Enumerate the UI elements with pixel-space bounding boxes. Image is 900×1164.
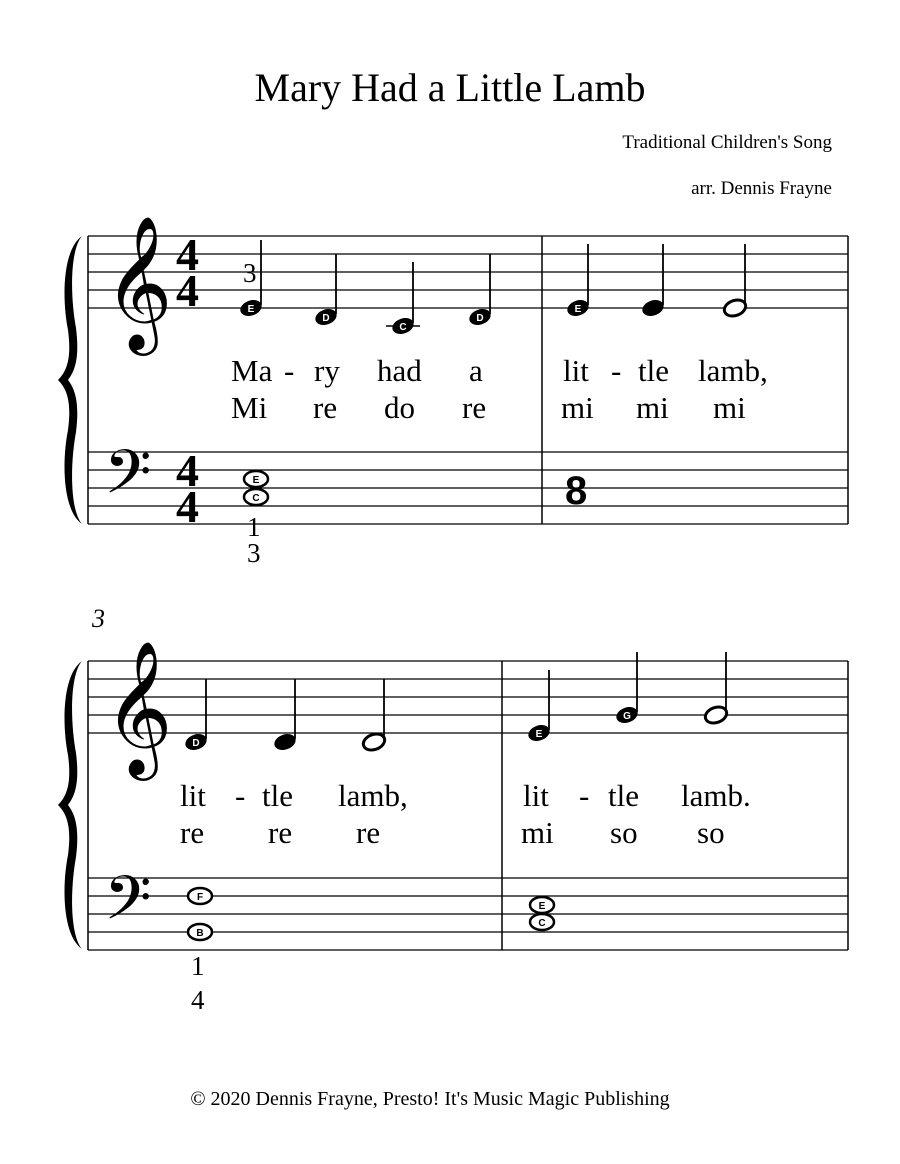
lyric-syllable: tle <box>638 353 669 388</box>
treble-staff-2 <box>88 661 848 733</box>
arranger-credit: arr. Dennis Frayne <box>691 178 832 199</box>
note <box>526 670 552 744</box>
lyrics-line-2 <box>180 815 725 850</box>
note <box>386 262 420 337</box>
note-letter: E <box>252 475 260 486</box>
lyric-syllable: lamb. <box>681 778 751 813</box>
solfege-syllable: mi <box>561 390 594 425</box>
treble-staff-1 <box>88 236 848 308</box>
finger-number: 3 <box>243 258 257 288</box>
time-signature-top: 4 <box>176 229 199 280</box>
song-subtitle: Traditional Children's Song <box>622 132 832 153</box>
bass-staff-1 <box>88 452 848 524</box>
finger-number: 4 <box>191 985 205 1015</box>
note <box>722 244 748 319</box>
note-letter: B <box>196 928 204 939</box>
note-letter: E <box>538 901 546 912</box>
note <box>467 254 493 328</box>
lyrics-line-2 <box>231 390 746 425</box>
note-letter: F <box>196 892 204 903</box>
note-letter: D <box>322 313 330 324</box>
treble-clef-icon: 𝄞 <box>104 640 173 775</box>
lyric-syllable: ry <box>314 353 340 388</box>
system-1 <box>58 215 848 568</box>
note <box>614 652 640 726</box>
copyright-footer: © 2020 Dennis Frayne, Presto! It's Music Magic Publishing <box>190 1088 670 1110</box>
solfege-syllable: re <box>462 390 487 425</box>
lyric-syllable: tle <box>608 778 639 813</box>
lyric-syllable: lamb, <box>338 778 408 813</box>
time-signature-bottom: 4 <box>176 265 199 316</box>
solfege-syllable: so <box>697 815 725 850</box>
solfege-syllable: mi <box>521 815 554 850</box>
lyric-hyphen: - <box>235 778 246 813</box>
note-letter: D <box>476 313 484 324</box>
song-title: Mary Had a Little Lamb <box>254 65 646 110</box>
grand-staff-brace <box>58 661 82 949</box>
note-letter: E <box>535 729 543 740</box>
note-letter: E <box>247 304 255 315</box>
lyric-hyphen: - <box>284 353 295 388</box>
note <box>183 679 209 753</box>
solfege-syllable: mi <box>713 390 746 425</box>
note-letter: C <box>399 322 407 333</box>
note-letter: G <box>623 711 631 722</box>
note-letter: D <box>192 738 200 749</box>
bass-clef-icon: 𝄢 <box>104 437 152 523</box>
lyric-hyphen: - <box>579 778 590 813</box>
solfege-syllable: re <box>313 390 338 425</box>
solfege-syllable: mi <box>636 390 669 425</box>
solfege-syllable: re <box>180 815 205 850</box>
lyric-syllable: lit <box>563 353 589 388</box>
lyric-syllable: tle <box>262 778 293 813</box>
bass-clef-icon: 𝄢 <box>104 863 152 949</box>
treble-clef-icon: 𝄞 <box>104 215 173 350</box>
lyric-syllable: had <box>377 353 422 388</box>
time-signature-bottom: 4 <box>176 481 199 532</box>
grand-staff-brace <box>58 236 82 524</box>
repeat-chord-mark: 8 <box>565 469 588 513</box>
note-letter: C <box>538 918 546 929</box>
system-2 <box>58 604 848 1015</box>
note <box>703 652 729 726</box>
lyric-syllable: lit <box>523 778 549 813</box>
lyric-syllable: lit <box>180 778 206 813</box>
finger-number: 1 <box>247 512 261 542</box>
lyrics-line-1 <box>180 778 751 813</box>
time-signature-top: 4 <box>176 445 199 496</box>
note <box>565 244 591 319</box>
solfege-syllable: so <box>610 815 638 850</box>
note <box>313 254 339 328</box>
solfege-syllable: do <box>384 390 415 425</box>
solfege-syllable: re <box>356 815 381 850</box>
note <box>361 679 387 753</box>
note <box>272 679 298 753</box>
solfege-syllable: Mi <box>231 390 268 425</box>
lyric-syllable: a <box>469 353 483 388</box>
finger-number: 3 <box>247 538 261 568</box>
lyric-syllable: lamb, <box>698 353 768 388</box>
lyrics-line-1 <box>231 353 768 388</box>
lyric-hyphen: - <box>611 353 622 388</box>
note-letter: E <box>574 304 582 315</box>
measure-number: 3 <box>92 604 105 633</box>
solfege-syllable: re <box>268 815 293 850</box>
lyric-syllable: Ma <box>231 353 273 388</box>
note-letter: C <box>252 493 260 504</box>
note <box>640 244 666 319</box>
finger-number: 1 <box>191 951 205 981</box>
